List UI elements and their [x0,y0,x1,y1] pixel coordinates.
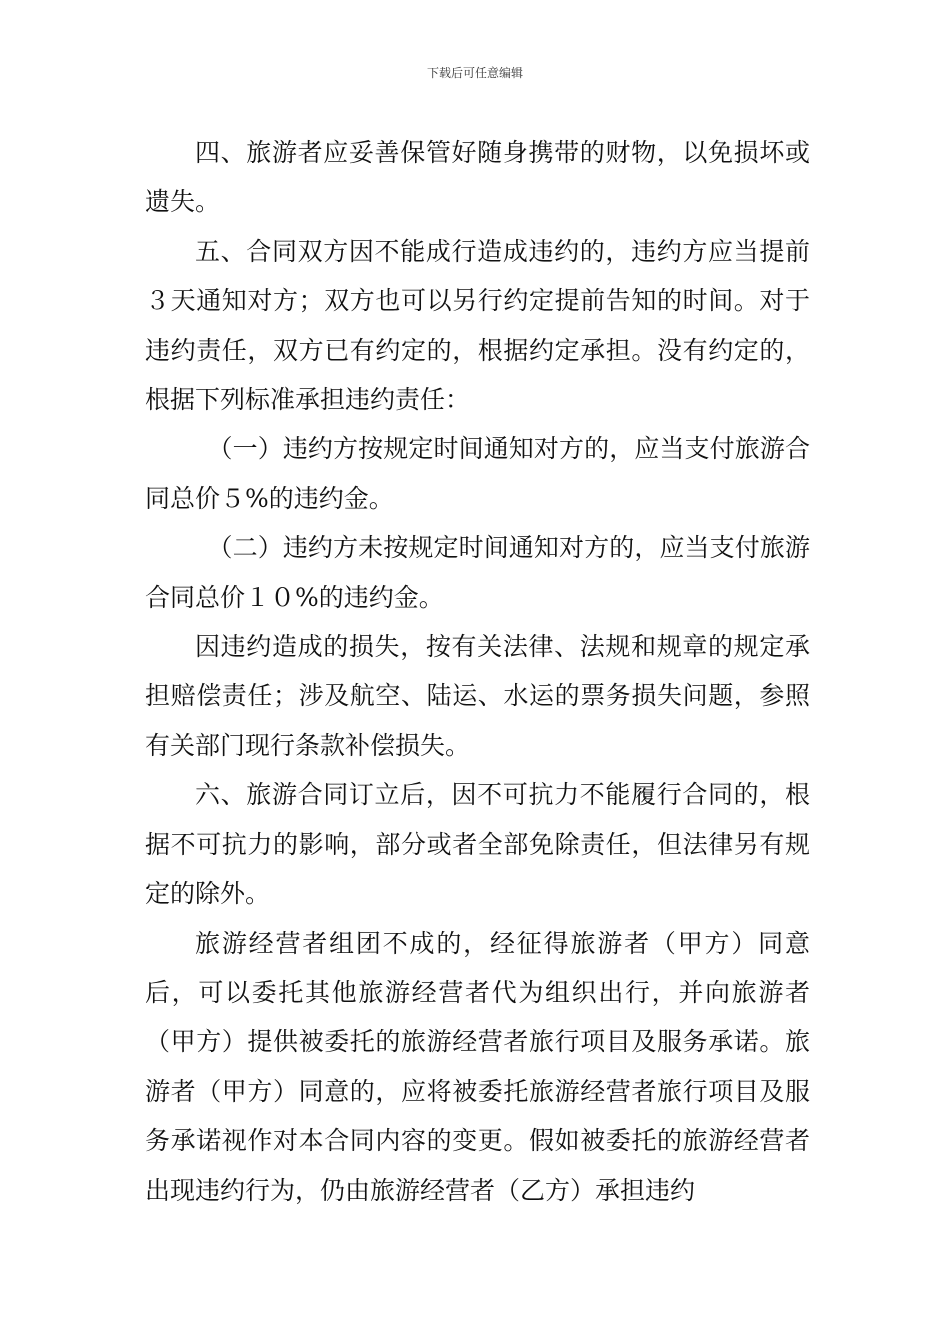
paragraph-entrusted-operator: 旅游经营者组团不成的，经征得旅游者（甲方）同意后，可以委托其他旅游经营者代为组织出行，并向旅游者（甲方）提供被委托的旅游经营者旅行项目及服务承诺。旅游者（甲方）同意的，应将被委托旅游经营者旅行项目及服务承诺视作对本合同内容的变更。假如被委托的旅游经营者出现违约行为，仍由旅游经营者（乙方）承担违约 [145,928,810,1205]
paragraph-clause-5-item-1: （一）违约方按规定时间通知对方的，应当支付旅游合同总价５%的违约金。 [145,434,810,513]
page-header: 下载后可任意编辑 [426,66,523,80]
document-body [145,128,810,1215]
paragraph-clause-4: 四、旅游者应妥善保管好随身携带的财物，以免损坏或遗失。 [145,138,810,217]
paragraph-loss-compensation: 因违约造成的损失，按有关法律、法规和规章的规定承担赔偿责任；涉及航空、陆运、水运的票务损失问题，参照有关部门现行条款补偿损失。 [145,632,810,760]
paragraph-clause-5-item-2: （二）违约方未按规定时间通知对方的，应当支付旅游合同总价１０%的违约金。 [145,533,810,612]
paragraph-clause-6: 六、旅游合同订立后，因不可抗力不能履行合同的，根据不可抗力的影响，部分或者全部免除责任，但法律另有规定的除外。 [145,780,810,909]
paragraph-clause-5: 五、合同双方因不能成行造成违约的，违约方应当提前３天通知对方；双方也可以另行约定提前告知的时间。对于违约责任，双方已有约定的，根据约定承担。没有约定的，根据下列标准承担违约责任： [145,236,810,415]
